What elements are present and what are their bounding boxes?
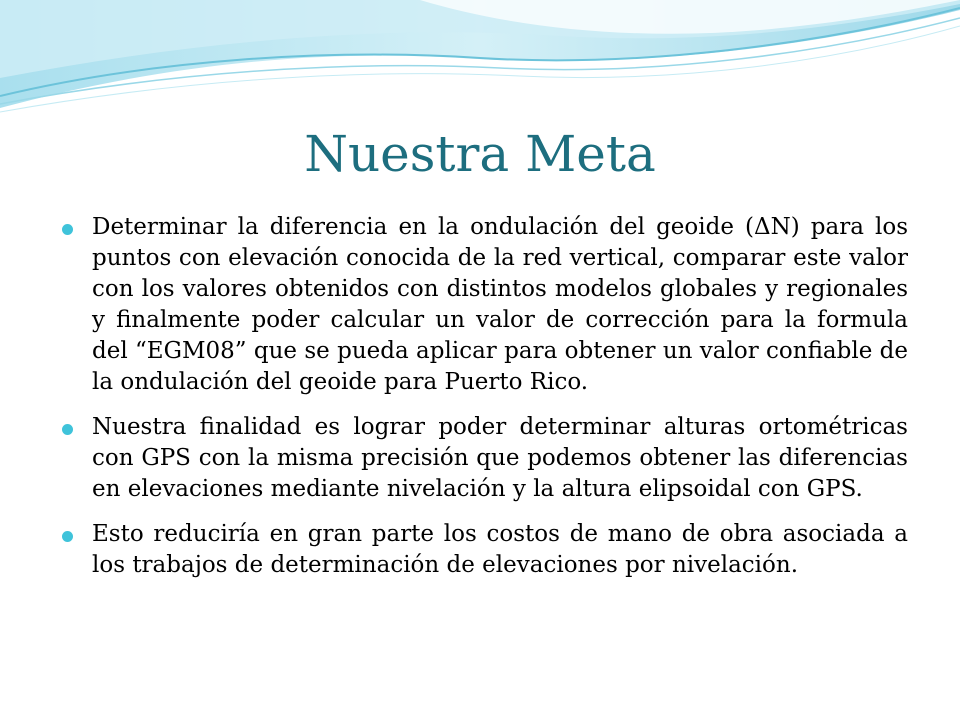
bullet-text: Esto reduciría en gran parte los costos de mano de obra asociada a los trabajos de determinación de elevaciones por nivelación. [92, 521, 908, 578]
bullet-item [62, 412, 908, 505]
bullet-dot-icon [62, 424, 73, 435]
slide-title: Nuestra Meta [304, 125, 656, 183]
bullet-text: Nuestra finalidad es lograr poder determinar alturas ortométricas con GPS con la misma precisión que podemos obtener las diferencias en elevaciones mediante nivelación y la altura elipsoidal con GPS. [92, 414, 908, 502]
bullet-dot-icon [62, 531, 73, 542]
bullet-item [62, 212, 908, 398]
bullet-list [62, 212, 908, 595]
bullet-item [62, 519, 908, 581]
bullet-dot-icon [62, 224, 73, 235]
bullet-text: Determinar la diferencia en la ondulación del geoide (ΔN) para los puntos con elevación conocida de la red vertical, comparar este valor con los valores obtenidos con distintos modelos globales y regionales y finalmente poder calcular un valor de corrección para la formula del “EGM08” que se pueda aplicar para obtener un valor confiable de la ondulación del geoide para Puerto Rico. [92, 214, 908, 395]
header-wave-decoration [0, 0, 960, 130]
